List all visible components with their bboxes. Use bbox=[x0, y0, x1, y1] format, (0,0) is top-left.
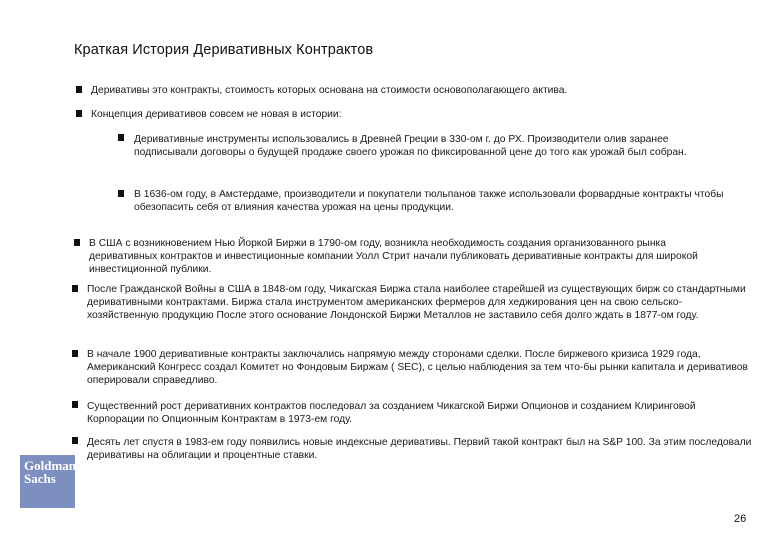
bullet-text-2: Деривативные инструменты использовались в Древней Греции в 330-ом г. до РХ. Производители олив заранее подписывали договоры о будущей продаже своего урожая по фиксированной цене до того как урожай был собран. bbox=[134, 134, 687, 158]
page-number: 26 bbox=[734, 513, 747, 525]
bullet-text-1: Концепция деривативов совсем не новая в истории: bbox=[91, 109, 342, 120]
logo-line-2: Sachs bbox=[24, 471, 56, 486]
page-title: Краткая История Деривативных Контрактов bbox=[74, 42, 374, 58]
sub-bullet-marker bbox=[118, 190, 124, 197]
sub-bullet-marker bbox=[118, 134, 124, 141]
bullet-marker bbox=[72, 350, 78, 357]
bullet-text-3: В 1636-ом году, в Амстердаме, производители и покупатели тюльпанов также использовали форвардные контракты чтобы обезопасить себя от влияния качества урожая на цены продукции. bbox=[134, 189, 724, 213]
bullet-text-5: После Гражданской Войны в США в 1848-ом году, Чикагская Биржа стала наиболее старейшей из существующих бирж со стандартными деривативными контрактами. Биржа стала инструментом американских фермеров для хеджирования цен на свою сельско-хозяйственную продукцию После этого основание Лондонской Биржи Металлов не заставило себя долго ждать в 1877-ом году. bbox=[87, 284, 746, 321]
bullet-marker bbox=[76, 110, 82, 117]
bullet-text-7: Существенний рост деривативних контрактов последовал за созданием Чикагской Биржи Опционов и созданием Клиринговой Корпорации по Опционным Контрактам в 1973-ем году. bbox=[87, 401, 696, 425]
bullet-marker bbox=[76, 86, 82, 93]
bullet-marker bbox=[72, 285, 78, 292]
logo-line-1: Goldman bbox=[24, 458, 77, 473]
bullet-marker bbox=[72, 437, 78, 444]
bullet-marker bbox=[72, 401, 78, 408]
bullet-marker bbox=[74, 239, 80, 246]
bullet-text-0: Деривативы это контракты, стоимость которых основана на стоимости основополагающего актива. bbox=[91, 85, 568, 96]
bullet-text-6: В начале 1900 деривативные контракты заключались напрямую между сторонами сделки. После биржевого кризиса 1929 года, Американский Конгресс создал Комитет но Фондовым Биржам ( SEC), с целью наблюдения за тем что-бы рынки капитала и деривативов оперировали справедливо. bbox=[87, 349, 748, 386]
goldman-sachs-logo bbox=[20, 455, 75, 508]
bullet-text-8: Десять лет спустя в 1983-ем году появились новые индексные деривативы. Первий такой контракт был на S&P 100. За этим последовали деривативы на облигации и процентные ставки. bbox=[87, 437, 752, 461]
bullet-text-4: В США с возникновением Нью Йоркой Биржи в 1790-ом году, возникла необходимость создания организованного рынка деривативных контрактов и инвестиционные компании Уолл Стрит начали публиковать деривативные контракты для широкой инвестиционной публики. bbox=[89, 238, 698, 275]
